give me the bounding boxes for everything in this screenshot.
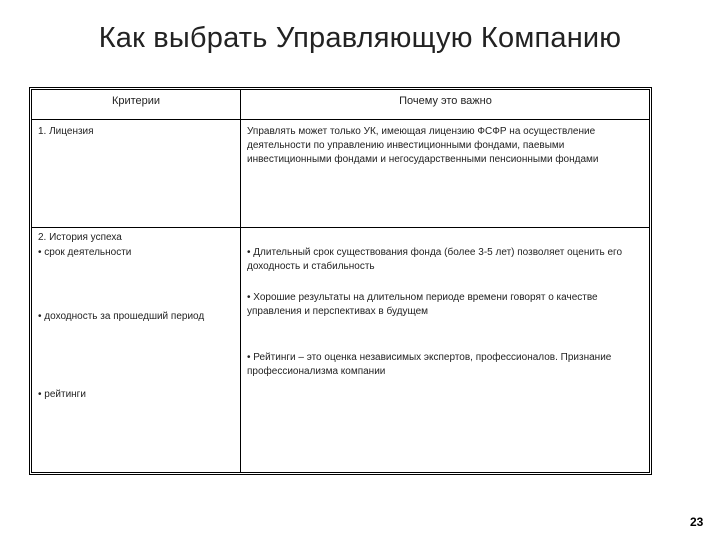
reason-license: Управлять может только УК, имеющая лицензию ФСФР на осуществление деятельности по управлению инвестиционными фондами, паевыми инвестиционными фондами и негосударственными пенсионными фондами	[247, 126, 599, 165]
criterion-item-term: • срок деятельности	[38, 247, 132, 258]
row-divider	[32, 227, 649, 228]
criterion-history-heading: 2. История успеха	[38, 232, 122, 243]
reason-term: • Длительный срок существования фонда (более 3-5 лет) позволяет оценить его доходность и стабильность	[247, 247, 623, 272]
slide-title: Как выбрать Управляющую Компанию	[98, 22, 622, 54]
criterion-license: 1. Лицензия	[38, 126, 94, 137]
header-criteria: Критерии	[111, 95, 161, 107]
criterion-item-yield: • доходность за прошедший период	[38, 311, 205, 322]
reason-yield: • Хорошие результаты на длительном периоде времени говорят о качестве управления и перспективах в будущем	[247, 292, 598, 317]
header-why-important: Почему это важно	[399, 95, 492, 107]
reason-ratings: • Рейтинги – это оценка независимых экспертов, профессионалов. Признание профессионализма компании	[247, 352, 612, 377]
header-divider	[32, 119, 649, 120]
criteria-table	[31, 89, 650, 473]
criterion-item-ratings: • рейтинги	[38, 389, 86, 400]
column-divider	[240, 90, 241, 472]
page-number: 23	[690, 515, 704, 529]
